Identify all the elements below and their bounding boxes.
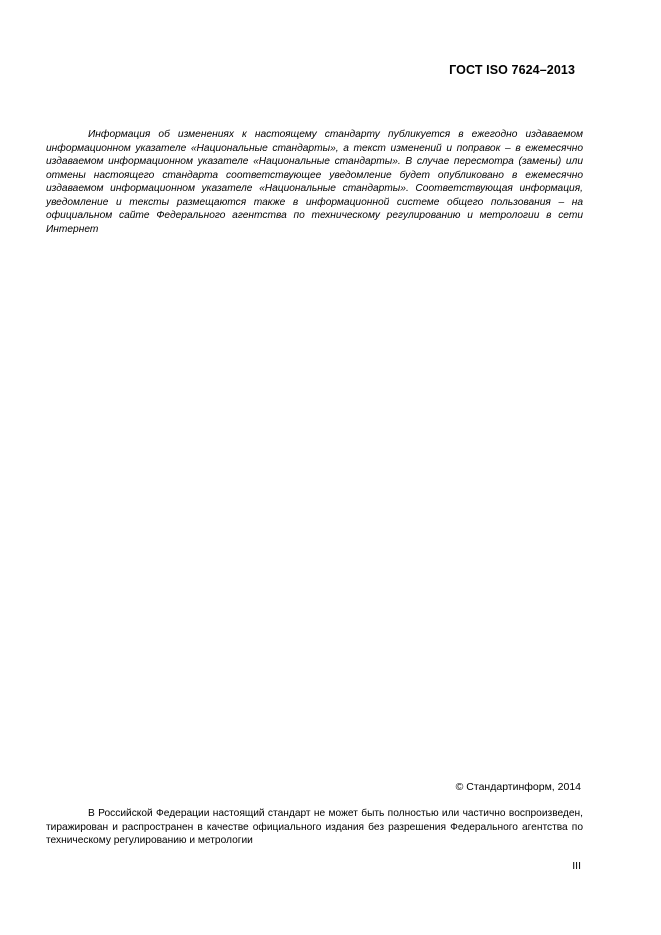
copyright-line: © Стандартинформ, 2014 (455, 781, 581, 793)
standard-designation: ГОСТ ISO 7624–2013 (449, 63, 575, 77)
reproduction-rights-paragraph: В Российской Федерации настоящий стандарт не может быть полностью или частично воспроизведен, тиражирован и распространен в качестве официального издания без разрешения Федерального агентства по техническому регулированию и метрологии (46, 808, 583, 846)
amendments-notice-paragraph: Информация об изменениях к настоящему стандарту публикуется в ежегодно издаваемом информационном указателе «Национальные стандарты», а текст изменений и поправок – в ежемесячно издаваемом информационном указателе «Национальные стандарты». В случае пересмотра (замены) или отмены настоящего стандарта соответствующее уведомление будет опубликовано в ежемесячно издаваемом информационном указателе «Национальные стандарты». Соответствующая информация, уведомление и тексты размещаются также в информационной системе общего пользования – на официальном сайте Федерального агентства по техническому регулированию и метрологии в сети Интернет (46, 129, 583, 235)
page-number: III (572, 860, 581, 872)
